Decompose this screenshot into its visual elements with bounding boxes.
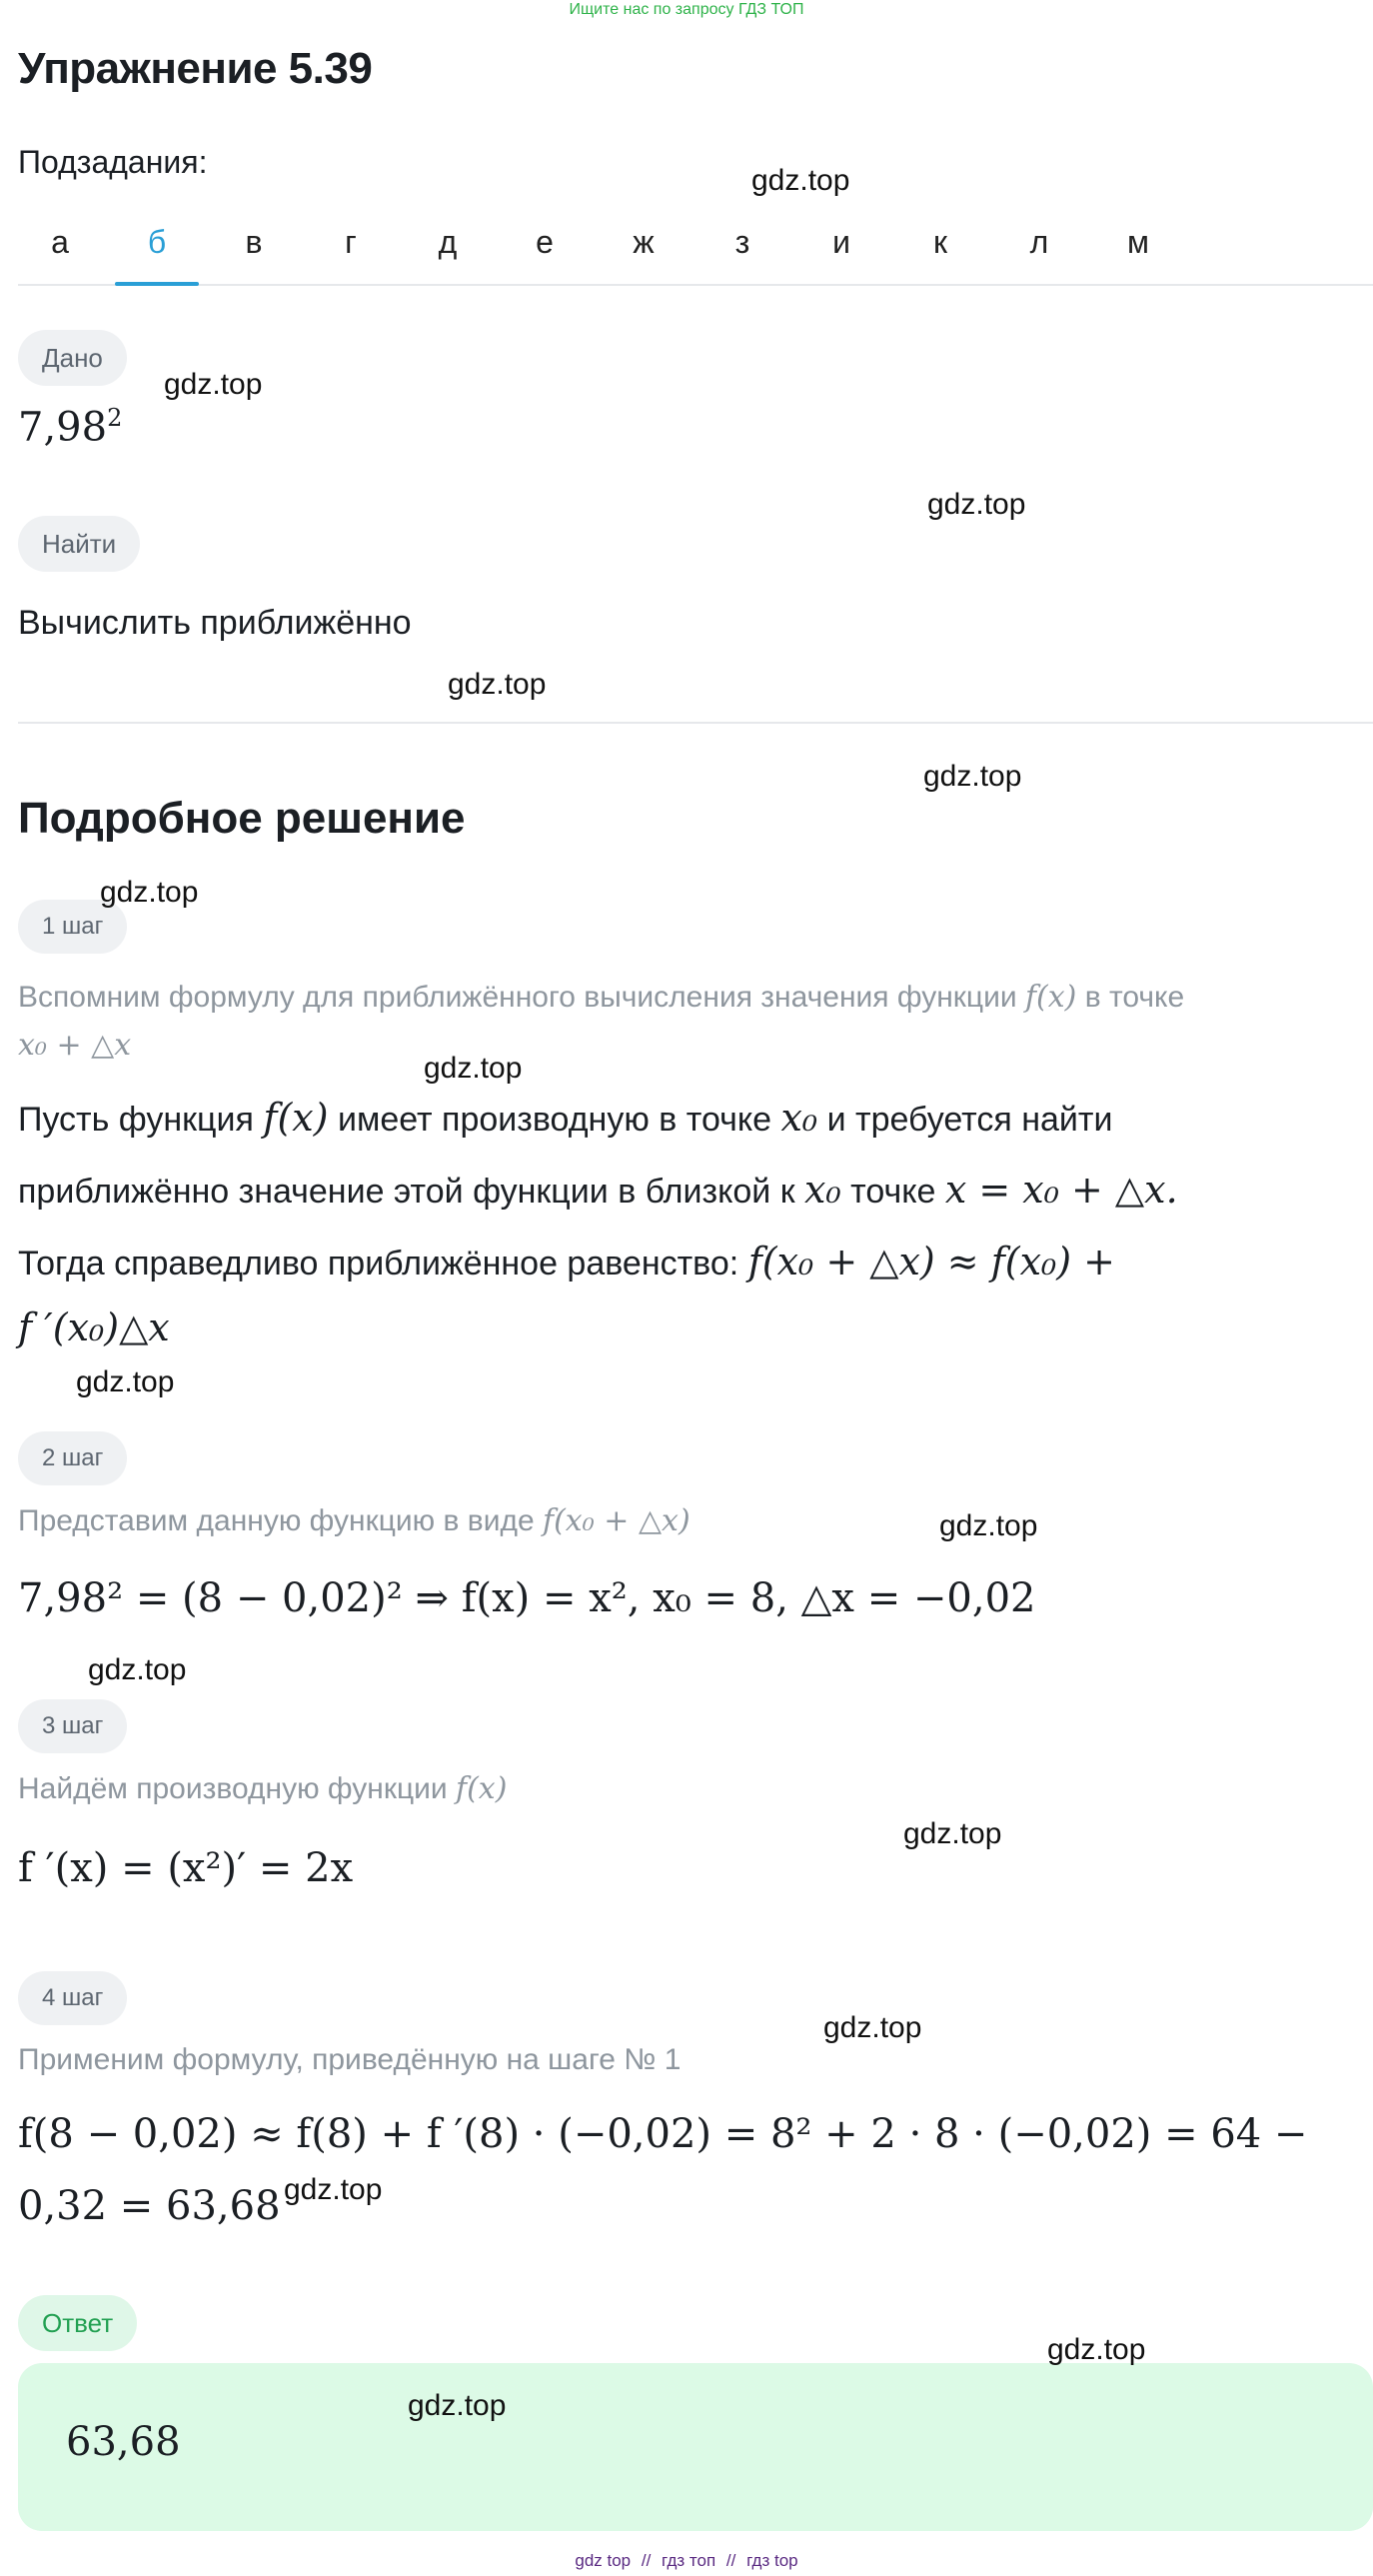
step1-hint-text: Вспомним формулу для приближённого вычисления значения функции bbox=[18, 981, 1017, 1014]
step1-line3 bbox=[18, 1240, 1115, 1284]
subtask-tabs bbox=[18, 212, 1373, 286]
step1-line1-b: имеет производную в точке bbox=[337, 1101, 772, 1139]
step1-line3-m: f(x₀ + △x) ≈ f(x₀) + bbox=[747, 1240, 1116, 1284]
step3-hint bbox=[18, 1771, 507, 1806]
tab-l[interactable]: л bbox=[1029, 224, 1049, 260]
tab-g[interactable]: г bbox=[345, 224, 357, 260]
watermark: gdz.top bbox=[751, 164, 850, 197]
given-value bbox=[18, 404, 122, 450]
watermark: gdz.top bbox=[76, 1365, 175, 1398]
watermark: gdz.top bbox=[284, 2173, 383, 2206]
footer-separator: // bbox=[641, 2551, 652, 2570]
watermark: gdz.top bbox=[823, 2011, 922, 2044]
subtasks-label: Подзадания: bbox=[18, 144, 208, 180]
find-badge: Найти bbox=[18, 516, 140, 572]
watermark: gdz.top bbox=[903, 1817, 1002, 1850]
step1-line1-c: и требуется найти bbox=[826, 1101, 1113, 1139]
watermark: gdz.top bbox=[448, 668, 547, 701]
step2-formula: 7,98² = (8 − 0,02)² ⇒ f(x) = x², x₀ = 8, △x = −0,02 bbox=[18, 1575, 1036, 1621]
tab-k[interactable]: к bbox=[933, 224, 947, 260]
step1-line1-m1: f(x) bbox=[263, 1096, 329, 1140]
top-banner: Ищите нас по запросу ГДЗ ТОП bbox=[569, 1, 804, 18]
footer-link-3[interactable]: гдз top bbox=[746, 2551, 798, 2570]
tab-d[interactable]: д bbox=[438, 224, 458, 260]
page-title: Упражнение 5.39 bbox=[18, 44, 373, 93]
watermark: gdz.top bbox=[1047, 2333, 1146, 2366]
watermark: gdz.top bbox=[939, 1509, 1038, 1542]
tab-v[interactable]: в bbox=[245, 224, 263, 260]
step1-hint bbox=[18, 974, 1357, 1070]
step1-line2 bbox=[18, 1168, 1178, 1212]
step3-formula: f ′(x) = (x²)′ = 2x bbox=[18, 1845, 354, 1891]
step1-line1 bbox=[18, 1096, 1112, 1140]
watermark: gdz.top bbox=[100, 876, 199, 909]
step1-hint-tail: в точке bbox=[1084, 981, 1185, 1014]
footer-separator: // bbox=[725, 2551, 736, 2570]
step1-hint-math: f(x) bbox=[1024, 980, 1077, 1015]
step2-hint-math: f(x₀ + △x) bbox=[543, 1503, 690, 1538]
step2-badge: 2 шаг bbox=[18, 1431, 127, 1485]
tab-b[interactable]: б bbox=[115, 212, 199, 272]
step1-hint-math2: x₀ + △x bbox=[18, 1028, 132, 1063]
watermark: gdz.top bbox=[923, 760, 1022, 793]
given-badge: Дано bbox=[18, 330, 127, 386]
step1-line2-b: точке bbox=[850, 1173, 936, 1211]
watermark: gdz.top bbox=[927, 488, 1026, 521]
watermark: gdz.top bbox=[408, 2389, 507, 2422]
step1-line1-m2: x₀ bbox=[780, 1096, 818, 1140]
step1-line4: f ′(x₀)△x bbox=[18, 1305, 170, 1349]
step1-line2-m1: x₀ bbox=[804, 1168, 841, 1212]
given-exponent: 2 bbox=[107, 404, 123, 432]
tab-z[interactable]: з bbox=[734, 224, 750, 260]
step3-hint-text: Найдём производную функции bbox=[18, 1772, 448, 1805]
step4-hint: Применим формулу, приведённую на шаге № 1 bbox=[18, 2043, 682, 2076]
tab-a[interactable]: а bbox=[51, 224, 69, 260]
watermark: gdz.top bbox=[164, 368, 263, 401]
footer-link-2[interactable]: гдз топ bbox=[662, 2551, 716, 2570]
answer-value: 63,68 bbox=[66, 2419, 181, 2465]
given-number: 7,98 bbox=[18, 404, 108, 451]
step3-hint-math: f(x) bbox=[456, 1771, 508, 1806]
tab-i[interactable]: и bbox=[832, 224, 850, 260]
divider bbox=[18, 722, 1373, 724]
footer-link-1[interactable]: gdz top bbox=[575, 2551, 632, 2570]
find-text: Вычислить приближённо bbox=[18, 604, 412, 642]
step1-line1-a: Пусть функция bbox=[18, 1101, 254, 1139]
step2-hint-text: Представим данную функцию в виде bbox=[18, 1504, 535, 1537]
step4-formula-line2: 0,32 = 63,68 bbox=[18, 2183, 281, 2229]
step1-line3-a: Тогда справедливо приближённое равенство: bbox=[18, 1245, 739, 1283]
step4-badge: 4 шаг bbox=[18, 1971, 127, 2025]
tab-zh[interactable]: ж bbox=[633, 224, 655, 260]
step1-line2-m2: x = x₀ + △x. bbox=[944, 1168, 1178, 1212]
tab-m[interactable]: м bbox=[1127, 224, 1149, 260]
watermark: gdz.top bbox=[88, 1653, 187, 1686]
solution-title: Подробное решение bbox=[18, 794, 466, 843]
step1-badge: 1 шаг bbox=[18, 900, 127, 954]
footer-links bbox=[0, 2551, 1373, 2571]
step3-badge: 3 шаг bbox=[18, 1699, 127, 1753]
step2-hint bbox=[18, 1503, 690, 1538]
step4-formula-line1: f(8 − 0,02) ≈ f(8) + f ′(8) · (−0,02) = 8² + 2 · 8 · (−0,02) = 64 − bbox=[18, 2111, 1308, 2157]
watermark: gdz.top bbox=[424, 1052, 523, 1085]
answer-box bbox=[18, 2363, 1373, 2531]
tab-e[interactable]: е bbox=[536, 224, 554, 260]
answer-badge: Ответ bbox=[18, 2295, 137, 2351]
step1-line2-a: приближённо значение этой функции в близкой к bbox=[18, 1173, 795, 1211]
